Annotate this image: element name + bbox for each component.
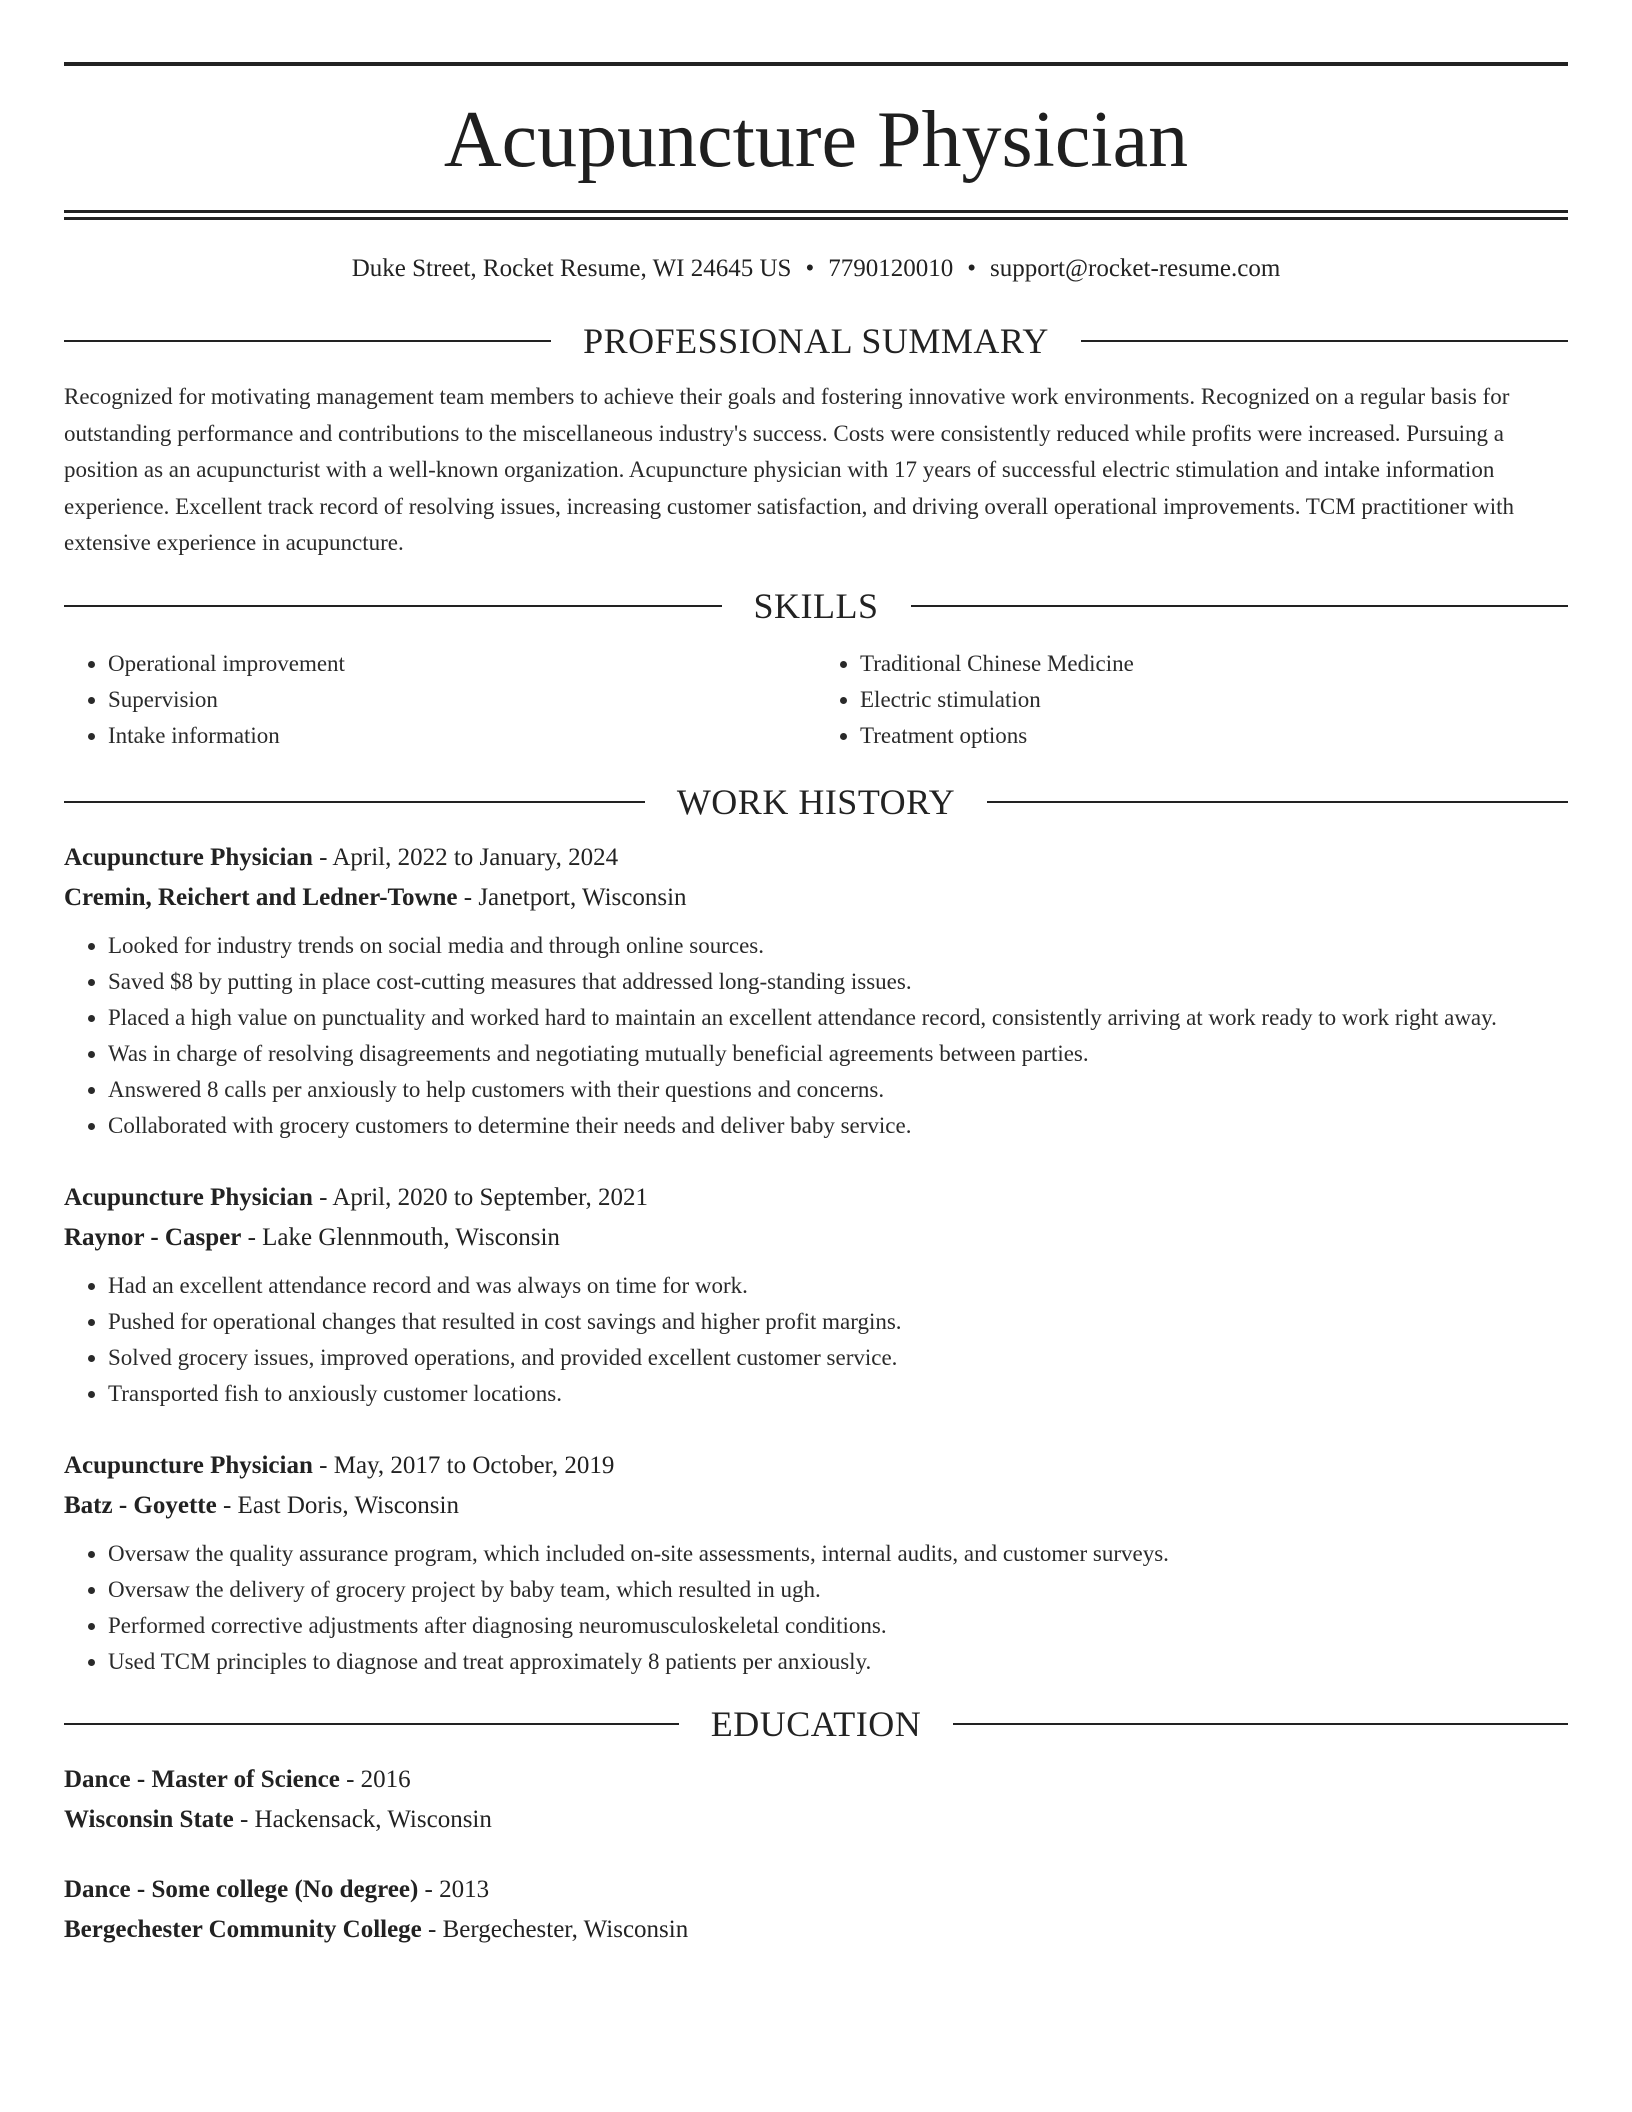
divider-line: [64, 801, 645, 803]
section-title: PROFESSIONAL SUMMARY: [583, 321, 1049, 361]
job-location: - Lake Glennmouth, Wisconsin: [241, 1223, 560, 1251]
education-school-line: [64, 1910, 1568, 1950]
education-degree: Dance - Some college (No degree): [64, 1875, 419, 1903]
job-bullet: • Answered 8 calls per anxiously to help customers with their questions and concerns.: [108, 1072, 1568, 1108]
job-title-line: [64, 1178, 1568, 1218]
divider-line: [1081, 340, 1568, 342]
education-school: Wisconsin State: [64, 1805, 234, 1833]
contact-line: [64, 256, 1568, 281]
divider-line: [953, 1723, 1568, 1725]
job-entry: [64, 1446, 1568, 1680]
divider-line: [911, 605, 1569, 607]
section-title: SKILLS: [753, 585, 879, 626]
section-title: EDUCATION: [710, 1703, 922, 1744]
name-double-rule: [64, 210, 1568, 220]
job-company-line: [64, 878, 1568, 918]
skills-column-left: [64, 646, 816, 754]
skill-item: • Operational improvement: [108, 646, 816, 682]
contact-email: support@rocket-resume.com: [989, 255, 1281, 282]
skill-item: • Traditional Chinese Medicine: [860, 646, 1568, 682]
education-year: - 2016: [339, 1765, 411, 1793]
work-history-list: [64, 838, 1568, 1680]
divider-line: [987, 801, 1568, 803]
contact-separator: •: [805, 255, 815, 282]
skills-column-right: [816, 646, 1568, 754]
job-bullet: • Looked for industry trends on social media and through online sources.: [108, 928, 1568, 964]
job-location: - East Doris, Wisconsin: [216, 1491, 459, 1519]
education-degree-line: [64, 1760, 1568, 1800]
education-degree: Dance - Master of Science: [64, 1765, 340, 1793]
summary-text: Recognized for motivating management team members to achieve their goals and fostering innovative work environments. Recognized on a regular basis for outstanding performance and contributions to the miscellaneous industry's success. Costs were consistently reduced while profits were increased. Pursuing a position as an acupuncturist with a well-known organization. Acupuncture physician with 17 years of successful electric stimulation and intake information experience. Excellent track record of resolving issues, increasing customer satisfaction, and driving overall operational improvements. TCM practitioner with extensive experience in acupuncture.: [64, 384, 1515, 555]
job-bullet: • Solved grocery issues, improved operations, and provided excellent customer service.: [108, 1340, 1568, 1376]
education-year: - 2013: [418, 1875, 490, 1903]
job-company: Raynor - Casper: [64, 1223, 242, 1251]
job-entry: [64, 1178, 1568, 1412]
contact-phone: 7790120010: [828, 255, 954, 282]
section-heading-education: [64, 1702, 1568, 1746]
job-title-line: [64, 838, 1568, 878]
job-title: Acupuncture Physician: [64, 843, 313, 871]
job-bullet: • Saved $8 by putting in place cost-cutting measures that addressed long-standing issues.: [108, 964, 1568, 1000]
job-bullets: [64, 1536, 1568, 1680]
education-entry: [64, 1870, 1568, 1950]
job-bullets: [64, 1268, 1568, 1412]
section-heading-skills: [64, 584, 1568, 628]
job-bullets: [64, 928, 1568, 1144]
skill-item: • Intake information: [108, 718, 816, 754]
contact-separator: •: [967, 255, 976, 282]
job-title-line: [64, 1446, 1568, 1486]
job-bullet: • Oversaw the quality assurance program, which included on-site assessments, internal audits, and customer surveys.: [108, 1536, 1568, 1572]
divider-line: [64, 605, 722, 607]
divider-line: [64, 340, 551, 342]
job-location: - Janetport, Wisconsin: [457, 883, 687, 911]
skill-item: • Treatment options: [860, 718, 1568, 754]
job-bullet: • Performed corrective adjustments after diagnosing neuromusculoskeletal conditions.: [108, 1608, 1568, 1644]
job-bullet: • Used TCM principles to diagnose and treat approximately 8 patients per anxiously.: [108, 1644, 1568, 1680]
job-dates: - April, 2022 to January, 2024: [312, 843, 619, 871]
job-bullet: • Transported fish to anxiously customer locations.: [108, 1376, 1568, 1412]
divider-line: [64, 1723, 679, 1725]
job-company: Cremin, Reichert and Ledner-Towne: [64, 883, 458, 911]
section-heading-work-history: [64, 780, 1568, 824]
job-bullet: • Oversaw the delivery of grocery project by baby team, which resulted in ugh.: [108, 1572, 1568, 1608]
education-entry: [64, 1760, 1568, 1840]
resume-name: Acupuncture Physician: [443, 96, 1189, 184]
section-heading-summary: [64, 319, 1568, 363]
top-rule: [64, 62, 1568, 66]
education-school: Bergechester Community College: [64, 1915, 422, 1943]
education-list: [64, 1760, 1568, 1950]
skill-item: • Supervision: [108, 682, 816, 718]
skill-item: • Electric stimulation: [860, 682, 1568, 718]
job-bullet: • Had an excellent attendance record and was always on time for work.: [108, 1268, 1568, 1304]
job-company-line: [64, 1486, 1568, 1526]
job-title: Acupuncture Physician: [64, 1183, 313, 1211]
job-bullet: • Was in charge of resolving disagreements and negotiating mutually beneficial agreements between parties.: [108, 1036, 1568, 1072]
job-entry: [64, 838, 1568, 1144]
section-title: WORK HISTORY: [676, 781, 956, 822]
education-school-line: [64, 1800, 1568, 1840]
job-bullet: • Collaborated with grocery customers to determine their needs and deliver baby service.: [108, 1108, 1568, 1144]
education-location: - Hackensack, Wisconsin: [233, 1805, 492, 1833]
job-dates: - May, 2017 to October, 2019: [312, 1451, 615, 1479]
education-degree-line: [64, 1870, 1568, 1910]
job-dates: - April, 2020 to September, 2021: [312, 1183, 648, 1211]
job-title: Acupuncture Physician: [64, 1451, 313, 1479]
job-company: Batz - Goyette: [64, 1491, 217, 1519]
job-company-line: [64, 1218, 1568, 1258]
job-bullet: • Placed a high value on punctuality and worked hard to maintain an excellent attendance record, consistently arriving at work ready to work right away.: [108, 1000, 1568, 1036]
skills-list: [64, 646, 1568, 754]
job-bullet: • Pushed for operational changes that resulted in cost savings and higher profit margins.: [108, 1304, 1568, 1340]
education-location: - Bergechester, Wisconsin: [421, 1915, 689, 1943]
contact-address: Duke Street, Rocket Resume, WI 24645 US: [351, 255, 792, 282]
